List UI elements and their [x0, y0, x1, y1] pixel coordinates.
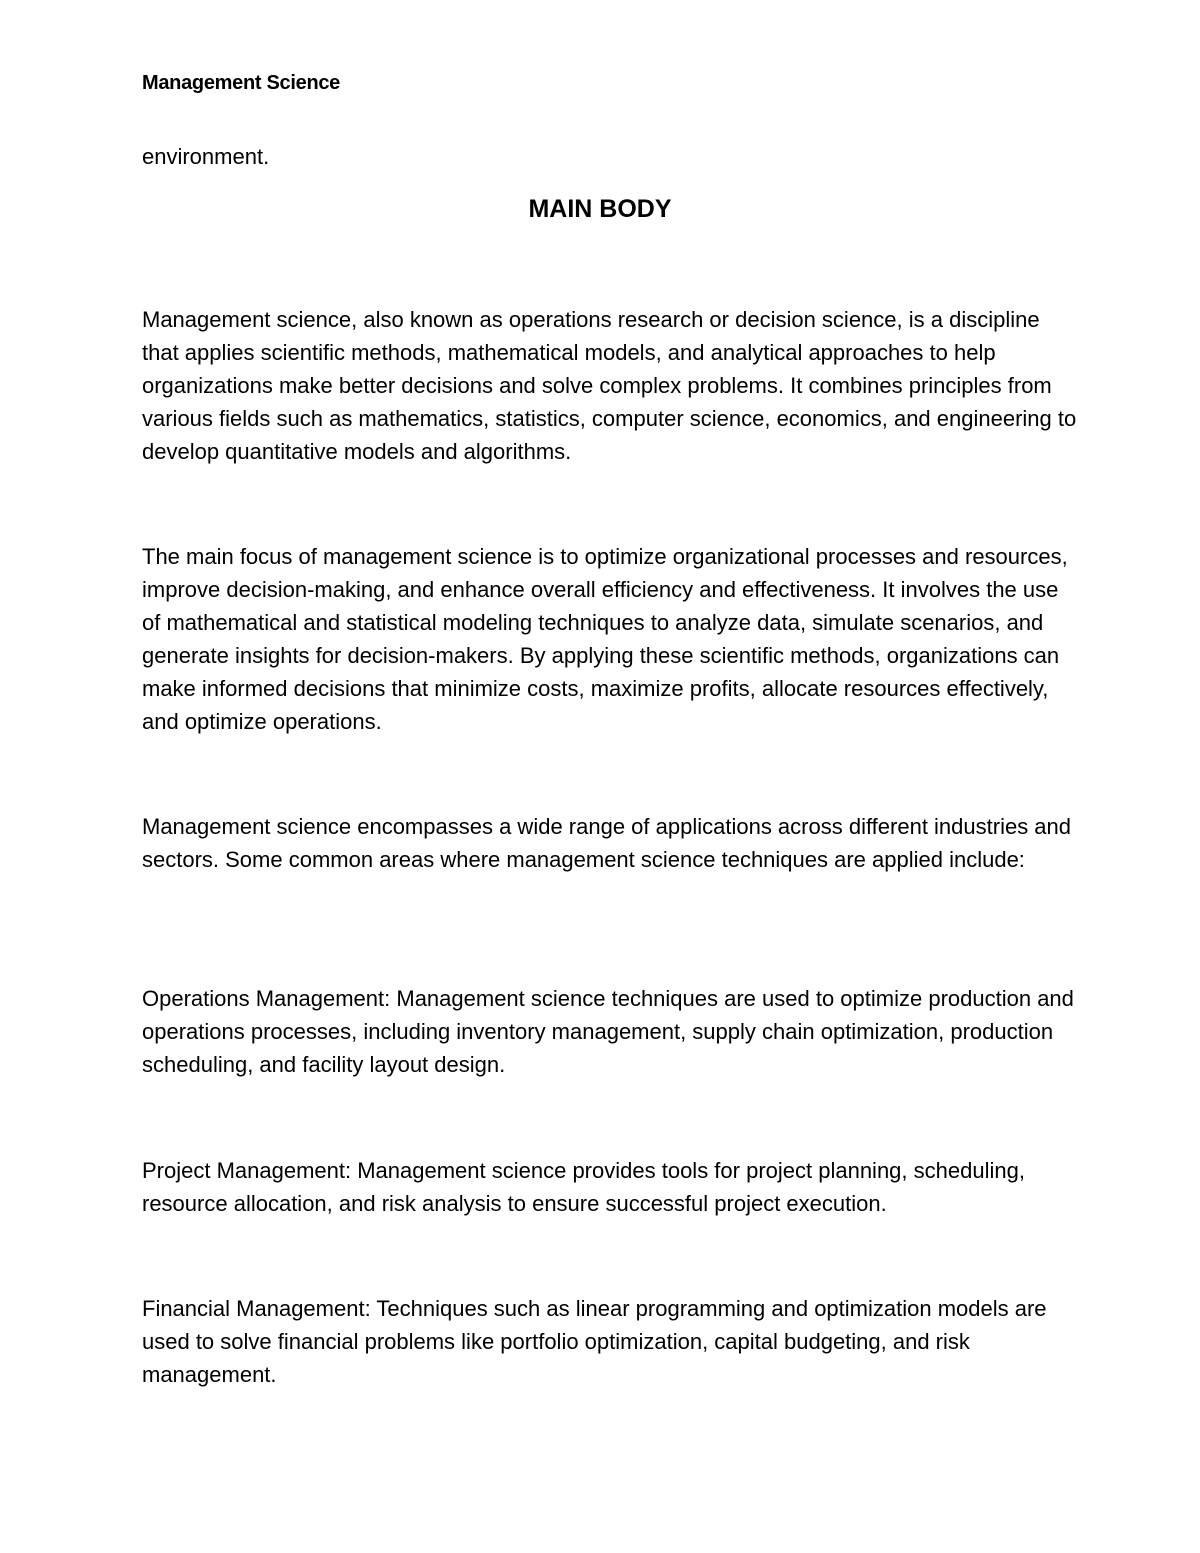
continued-text: environment. — [142, 144, 270, 169]
paragraph-main-focus: The main focus of management science is to optimize organizational processes and resources, improve decision-making, and enhance overall efficiency and effectiveness. It involves the use of mathematical and statistical modeling techniques to analyze data, simulate scenarios, and generate insights for decision-makers. By applying these scientific methods, organizations can make informed decisions that minimize costs, maximize profits, allocate resources effectively, and optimize operations. — [142, 544, 1068, 734]
section-title: MAIN BODY — [528, 195, 672, 223]
paragraph-project-management: Project Management: Management science provides tools for project planning, scheduling, resource allocation, and risk analysis to ensure successful project execution. — [142, 1158, 1025, 1216]
running-header: Management Science — [142, 72, 341, 94]
paragraph-applications: Management science encompasses a wide range of applications across different industries and sectors. Some common areas where management science techniques are applied include: — [142, 814, 1072, 872]
paragraph-financial-management: Financial Management: Techniques such as linear programming and optimization models are used to solve financial problems like portfolio optimization, capital budgeting, and risk management. — [142, 1296, 1047, 1387]
paragraph-definition: Management science, also known as operations research or decision science, is a discipline that applies scientific methods, mathematical models, and analytical approaches to help organizations make better decisions and solve complex problems. It combines principles from various fields such as mathematics, statistics, computer science, economics, and engineering to develop quantitative models and algorithms. — [142, 307, 1077, 464]
paragraph-operations-management: Operations Management: Management science techniques are used to optimize production and operations processes, including inventory management, supply chain optimization, production scheduling, and facility layout design. — [142, 986, 1074, 1077]
